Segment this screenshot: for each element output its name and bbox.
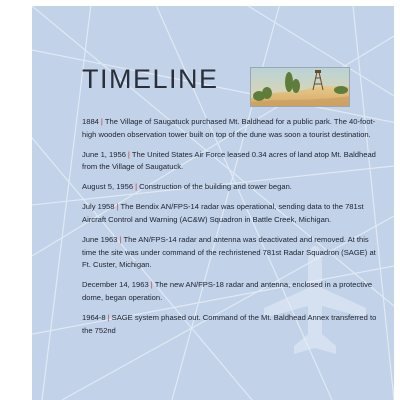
entry-date: July 1958 [82, 202, 115, 212]
entry-date: August 5, 1956 [82, 182, 134, 192]
entry-text: Construction of the building and tower began. [139, 182, 292, 192]
entry-separator: | [116, 202, 119, 212]
entry-text: The new AN/FPS-18 radar and antenna, enclosed in a protective dome, began operation. [82, 280, 373, 303]
entry-date: December 14, 1963 [82, 280, 149, 290]
entry-text: SAGE system phased out. Command of the Mt. Baldhead Annex transferred to the 752nd [82, 313, 377, 335]
timeline-entry [82, 312, 382, 337]
entry-separator: | [150, 280, 153, 290]
entry-date: June 1, 1956 [82, 149, 126, 159]
timeline-entry [82, 234, 382, 272]
timeline-panel [32, 6, 394, 400]
timeline-entry [82, 201, 382, 226]
timeline-entry [82, 149, 382, 174]
entry-separator: | [135, 182, 138, 192]
entry-text: The Bendix AN/FPS-14 radar was operational, sending data to the 781st Aircraft Control and Warning (AC&W) Squadron in Battle Creek, Michigan. [82, 202, 364, 225]
entry-text: The AN/FPS-14 radar and antenna was deactivated and removed. At this time the site was under command of the rechristened 781st Radar Squadron (SAGE) at Ft. Custer, Michigan. [82, 235, 376, 270]
entry-separator: | [119, 235, 122, 245]
entry-separator: | [107, 313, 110, 323]
timeline-entry [82, 116, 382, 141]
page-title: TIMELINE [82, 64, 219, 94]
timeline-entry [82, 279, 382, 304]
entry-date: 1964-8 [82, 313, 106, 323]
entry-separator: | [100, 117, 103, 126]
timeline-list [82, 116, 382, 345]
entry-separator: | [127, 149, 130, 159]
entry-text: The Village of Saugatuck purchased Mt. Baldhead for a public park. The 40-foot-high wooden observation tower built on top of the dune was soon a tourist destination. [82, 117, 376, 139]
timeline-entry [82, 181, 382, 194]
vintage-postcard-observation-tower [250, 67, 350, 107]
entry-text: The United States Air Force leased 0.34 acres of land atop Mt. Baldhead from the Village of Saugatuck. [82, 149, 376, 172]
entry-date: June 1963 [82, 235, 118, 245]
entry-date: 1884 [82, 117, 99, 126]
